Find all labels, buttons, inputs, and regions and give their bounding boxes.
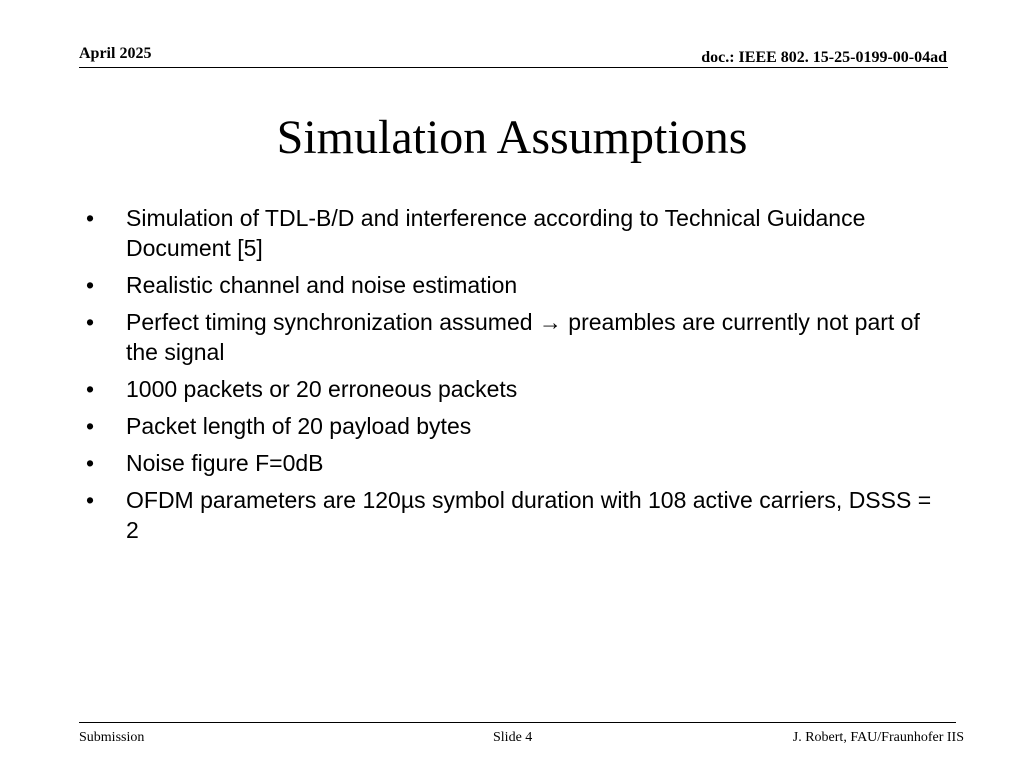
bullet-dot: • bbox=[86, 487, 95, 513]
bullet-list bbox=[86, 203, 946, 552]
bullet-item bbox=[86, 411, 946, 441]
header-date: April 2025 bbox=[79, 45, 152, 62]
bullet-text: Simulation of TDL-B/D and interference according to Technical Guidance Document [5] bbox=[126, 205, 866, 261]
bullet-dot: • bbox=[86, 205, 95, 231]
footer-slide-number: Slide 4 bbox=[493, 730, 533, 745]
bullet-item bbox=[86, 374, 946, 404]
bullet-text: Realistic channel and noise estimation bbox=[126, 272, 518, 298]
footer-author: J. Robert, FAU/Fraunhofer IIS bbox=[792, 730, 964, 745]
bullet-item bbox=[86, 448, 946, 478]
bullet-item bbox=[86, 270, 946, 300]
bullet-dot: • bbox=[86, 309, 95, 335]
bullet-text: Perfect timing synchronization assumed → preambles are currently not part of the signal bbox=[126, 309, 920, 365]
bullet-dot: • bbox=[86, 450, 95, 476]
slide-title: Simulation Assumptions bbox=[276, 111, 748, 164]
bullet-item bbox=[86, 485, 946, 545]
bullet-dot: • bbox=[86, 272, 95, 298]
bullet-text: 1000 packets or 20 erroneous packets bbox=[126, 376, 518, 402]
bullet-dot: • bbox=[86, 376, 95, 402]
header-doc-id: doc.: IEEE 802. 15-25-0199-00-04ad bbox=[701, 49, 947, 66]
bullet-dot: • bbox=[86, 413, 95, 439]
footer-divider bbox=[79, 722, 956, 723]
bullet-text: Packet length of 20 payload bytes bbox=[126, 413, 472, 439]
footer-submission: Submission bbox=[79, 730, 145, 745]
header-divider bbox=[79, 67, 948, 68]
bullet-item bbox=[86, 203, 946, 263]
bullet-text: OFDM parameters are 120µs symbol duration with 108 active carriers, DSSS = 2 bbox=[126, 487, 932, 543]
bullet-item bbox=[86, 307, 946, 367]
bullet-text: Noise figure F=0dB bbox=[126, 450, 324, 476]
